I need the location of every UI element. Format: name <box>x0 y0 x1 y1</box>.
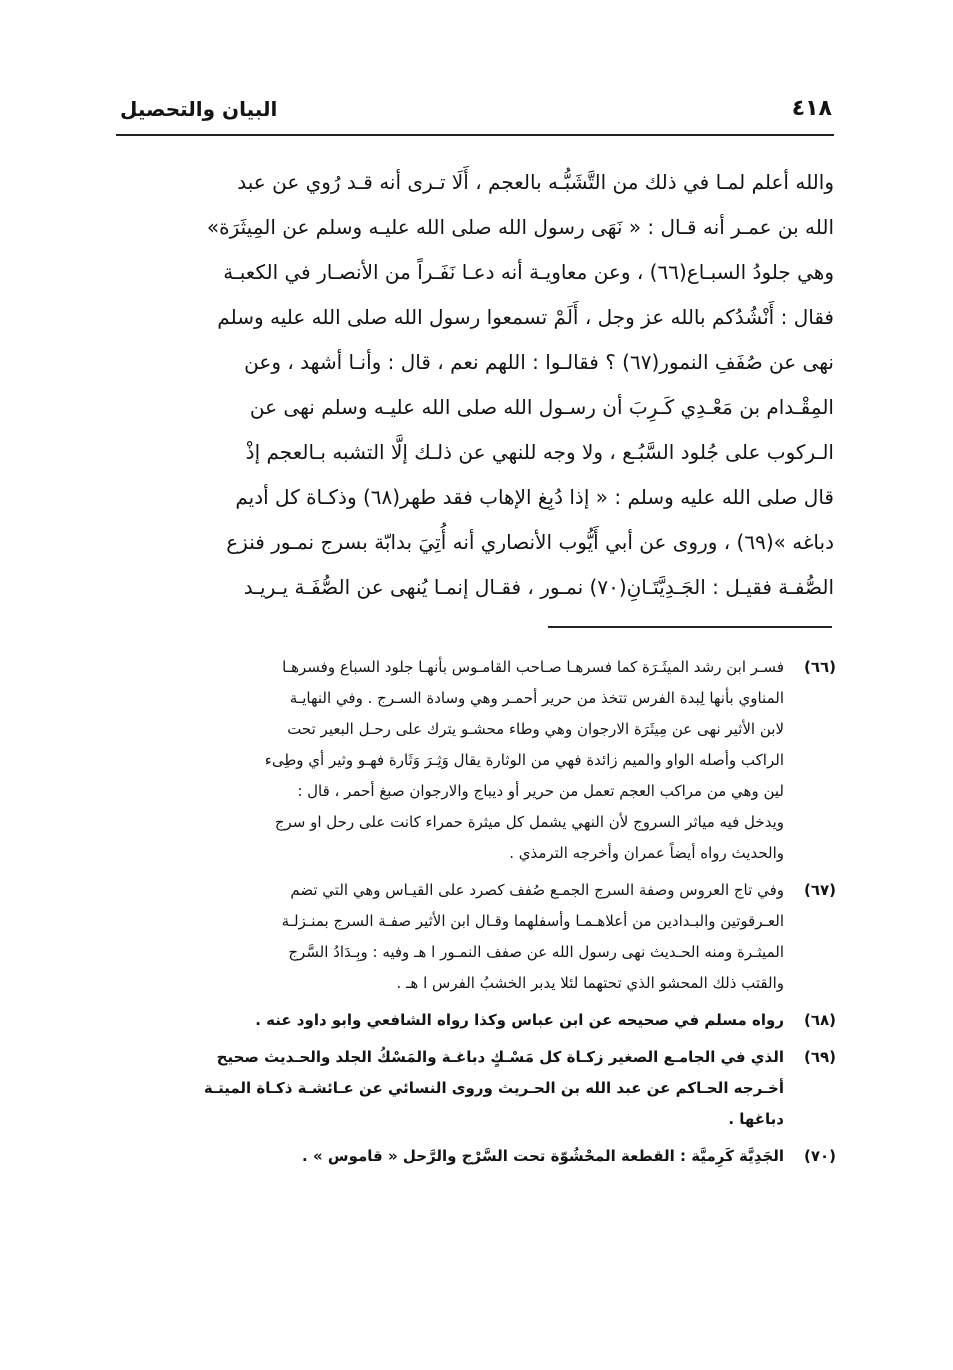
footnote-number: (٦٩) <box>803 1048 836 1066</box>
footnote-line: الراكب وأصله الواو والميم زائدة فهي من الوثارة يقال وَثِـرَ وَثَارة فهـو وثير أي وطِىء <box>264 751 784 769</box>
footnote-line: والقتب ذلك المحشو الذي تحتهما لئلا يدبر الخشبُ الفرس ا هـ . <box>396 974 784 992</box>
footnote-line: أخـرجه الحـاكم عن عبد الله بن الحـريث وروى النسائي عن عـائشـة ذكـاة الميتـة <box>203 1079 784 1097</box>
main-line: الصُّفـة فقيـل : الجَـدِيَّتَـانِ(٧٠) نمـور ، فقـال إنمـا يُنهى عن الصُّفَـة يـريـد <box>243 575 834 599</box>
footnote-line: العـرقوتين والبـدادين من أعلاهـمـا وأسفلهما وقـال ابن الأثير صفـة السرج بمنـزلـة <box>281 912 784 930</box>
main-line: المِقْـدام بن مَعْـدِي كَـرِبَ أن رسـول الله صلى الله عليـه وسلم نهى عن <box>249 395 834 419</box>
footnote-number: (٧٠) <box>803 1147 836 1165</box>
main-line: الـركوب على جُلود السَّبُـع ، ولا وجه للنهي عن ذلـك إلَّا التشبه بـالعجم إذْ <box>245 440 834 464</box>
footnote-separator <box>548 626 832 628</box>
footnote-line: الذي في الجامـع الصغير زكـاة كل مَسْـكٍ دباغـة والمَسْكُ الجلد والحـديث صحيح <box>216 1048 784 1066</box>
footnote-70 <box>120 1141 836 1172</box>
book-title: البيان والتحصيل <box>120 97 278 121</box>
page-header <box>120 94 832 134</box>
footnote-line: الجَدِيَّة كَرِميَّة : القطعة المحْشُوّة تحت السَّرْج والرَّحل « قاموس » . <box>302 1147 784 1165</box>
main-line: دباغه »(٦٩) ، وروى عن أبي أَيُّوب الأنصاري أنه أُتِيَ بدابّة بسرج نمـور فنزع <box>226 530 834 554</box>
footnotes <box>120 652 836 1178</box>
footnote-68 <box>120 1005 836 1036</box>
footnote-number: (٦٧) <box>803 881 836 899</box>
main-line: نهى عن صُفَفِ النمور(٦٧) ؟ فقالـوا : اللهم نعم ، قال : وأنـا أشهد ، وعن <box>244 350 834 374</box>
main-line: الله بن عمـر أنه قـال : « نَهَى رسول الله صلى الله عليـه وسلم عن المِيثَرَة» <box>206 215 834 239</box>
main-line: فقال : أَنْشُدُكم بالله عز وجل ، أَلَمْ تسمعوا رسول الله صلى الله عليه وسلم <box>217 305 834 329</box>
footnote-line: دباغها . <box>728 1110 784 1128</box>
footnote-line: لين وهي من مراكب العجم تعمل من حرير أو ديباج والارجوان صبغ أحمر ، قال : <box>297 782 784 800</box>
header-divider <box>116 134 834 136</box>
footnote-line: والحديث رواه أيضاً عمران وأخرجه الترمذي . <box>509 844 784 862</box>
footnote-line: لابن الأثير نهى عن مِيثَرَة الارجوان وهي وطاء محشـو يترك على رحـل البعير تحت <box>287 720 784 738</box>
footnote-line: وفي تاج العروس وصفة السرج الجمـع صُفف كصرد على القيـاس وهي التي تضم <box>290 881 784 899</box>
footnote-line: الميثـرة ومنه الحـديث نهى رسول الله عن صفف النمـور ا هـ وفيه : وبِـدَادُ السَّرج <box>288 943 784 961</box>
footnote-line: المناوي بأنها لِبدة الفرس تتخذ من حرير أحمـر وهي وسادة السـرج . وفي النهايـة <box>289 689 784 707</box>
footnote-69 <box>120 1042 836 1135</box>
main-line: والله أعلم لمـا في ذلك من التَّشَبُّـه بالعجم ، أَلَا تـرى أنه قـد رُوي عن عبد <box>237 170 834 194</box>
footnote-line: ويدخل فيه مياثر السروج لأن النهي يشمل كل ميثرة حمراء كانت على رحل او سرج <box>274 813 784 831</box>
footnote-66 <box>120 652 836 869</box>
footnote-number: (٦٨) <box>803 1011 836 1029</box>
main-text <box>120 160 834 620</box>
page-number: ٤١٨ <box>791 96 832 121</box>
main-line: قال صلى الله عليه وسلم : « إذا دُبِغ الإهاب فقد طهر(٦٨) وذكـاة كل أديم <box>235 485 834 509</box>
footnote-67 <box>120 875 836 999</box>
main-line: وهي جلودُ السبـاع(٦٦) ، وعن معاويـة أنه دعـا نَفَـراً من الأنصـار في الكعبـة <box>223 260 834 284</box>
footnote-line: فسـر ابن رشد الميثَـرَة كما فسرهـا صـاحب القامـوس بأنهـا جلود السباع وفسرهـا <box>282 658 784 676</box>
footnote-number: (٦٦) <box>803 658 836 676</box>
footnote-line: رواه مسلم في صحيحه عن ابن عباس وكذا رواه الشافعي وابو داود عنه . <box>255 1011 784 1029</box>
